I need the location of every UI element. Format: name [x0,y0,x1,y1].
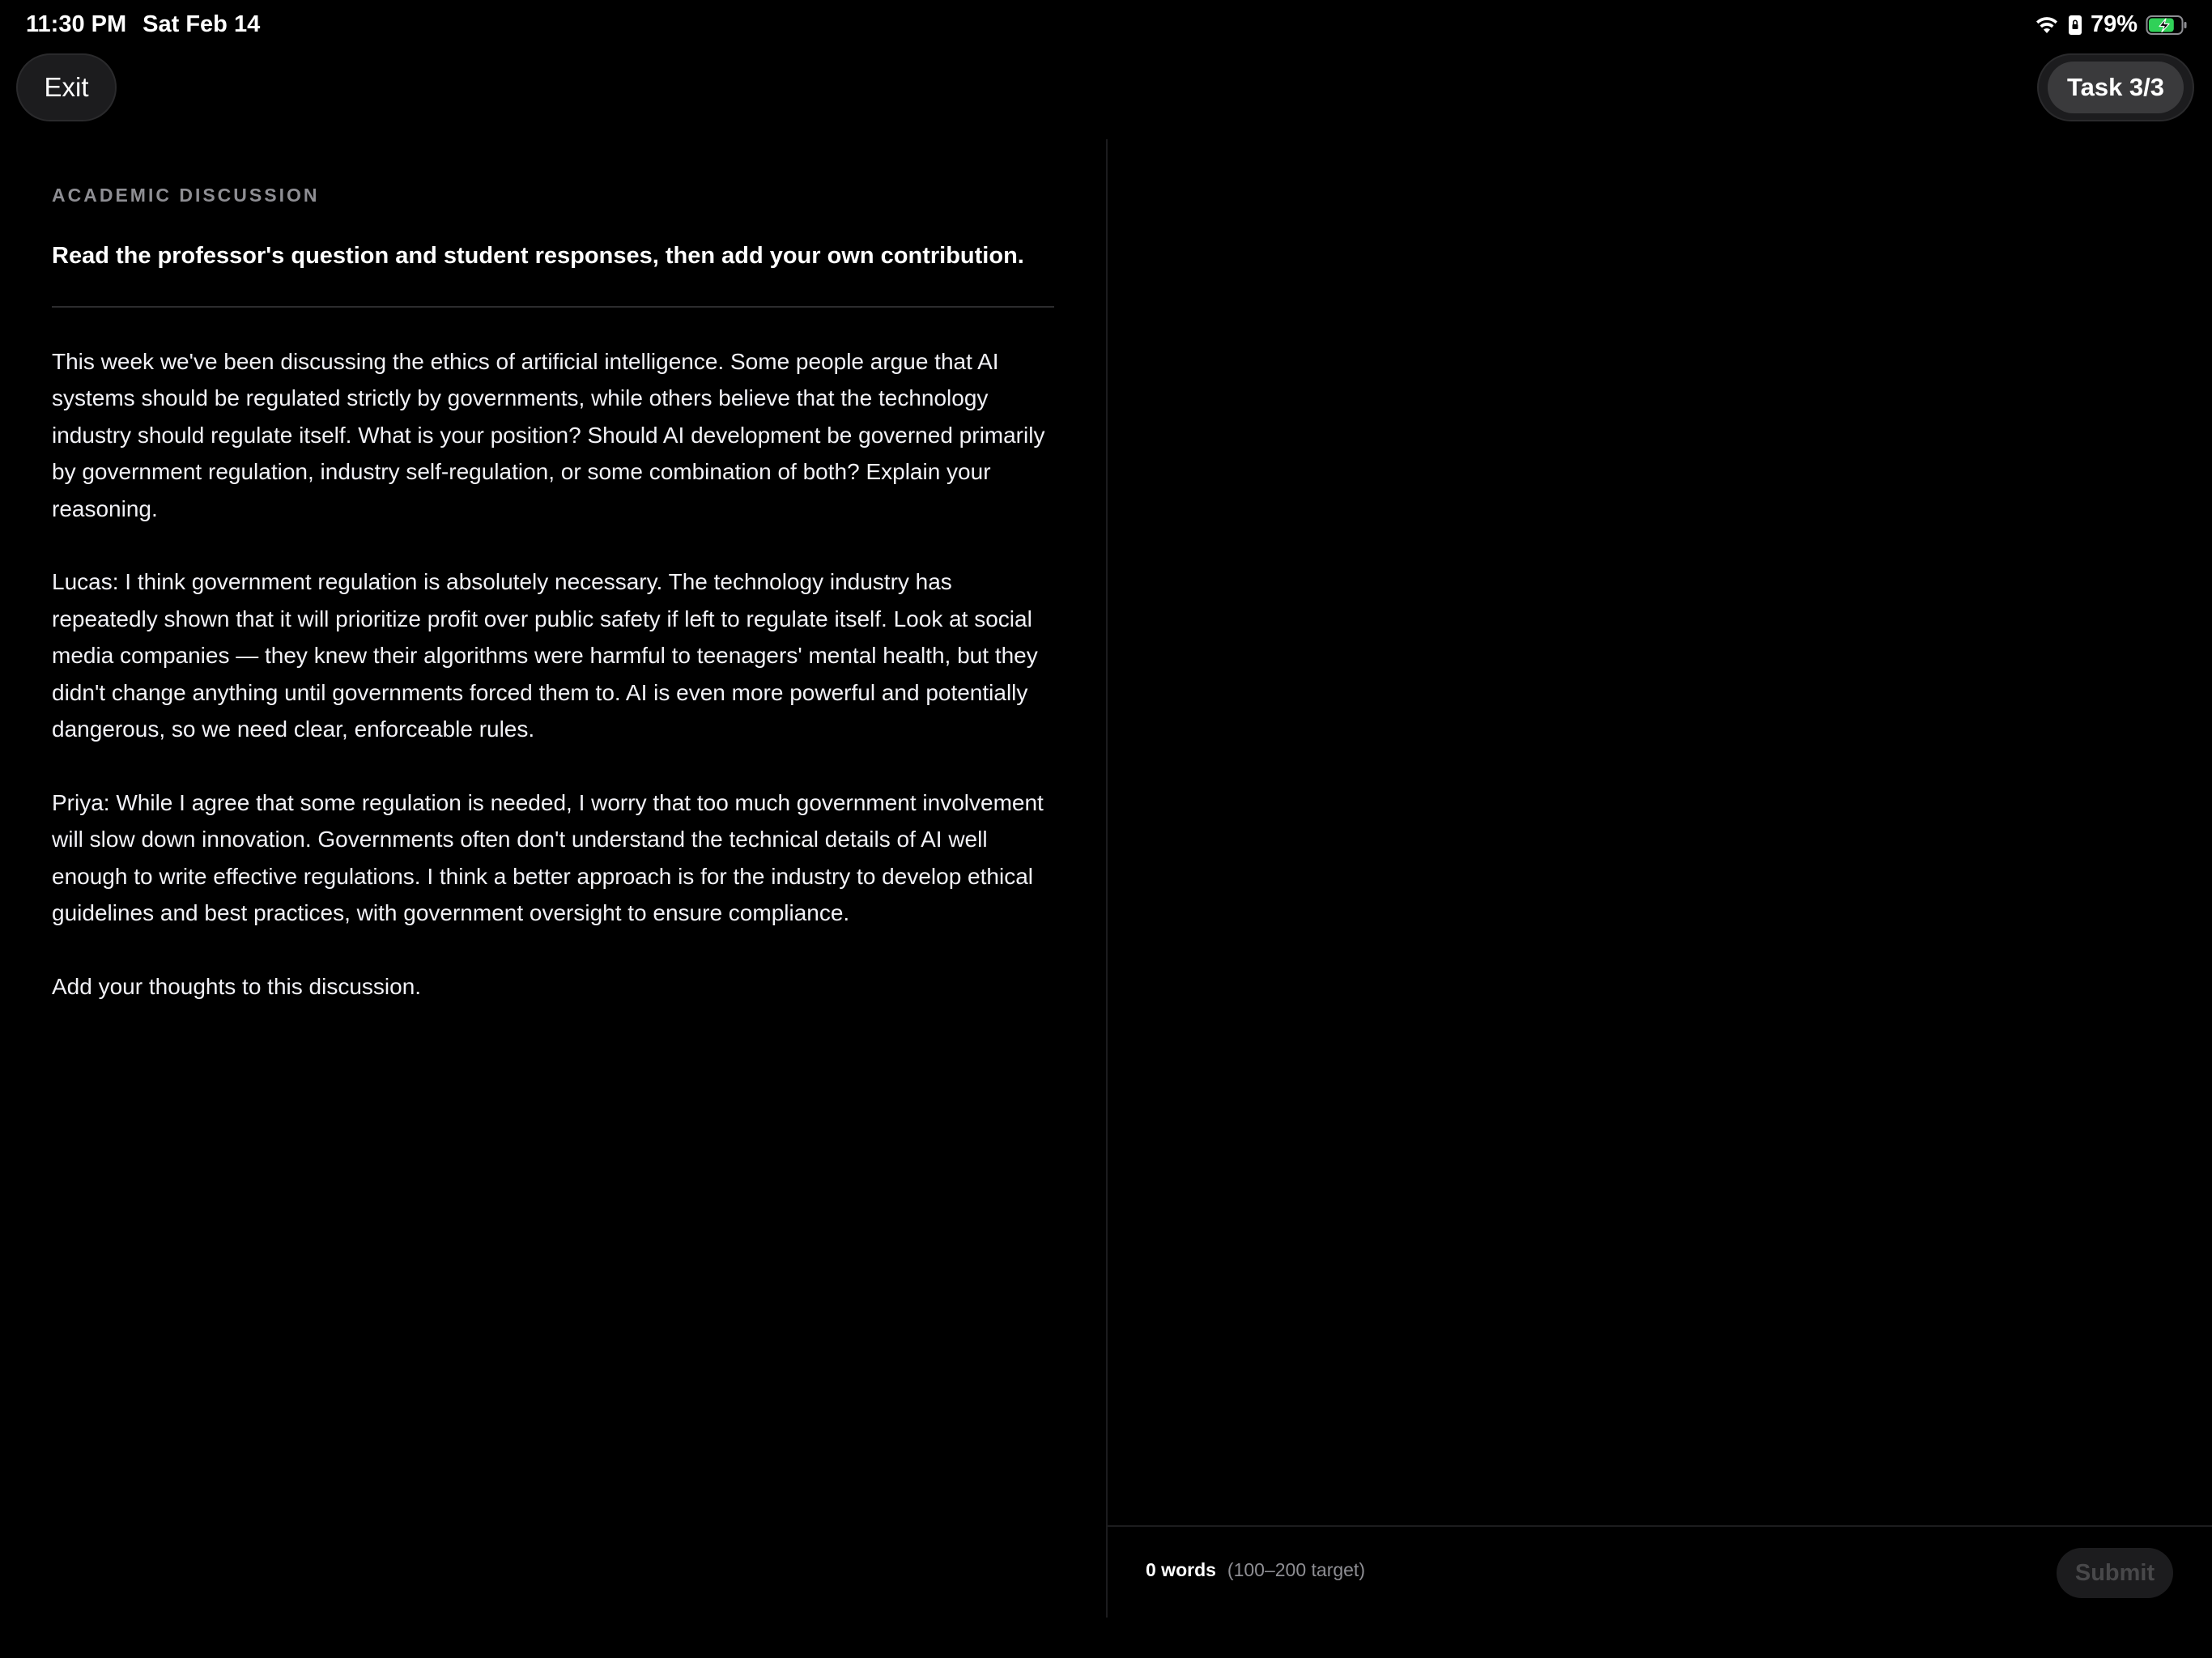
battery-charging-icon [2146,15,2188,36]
professor-question: This week we've been discussing the ethics of artificial intelligence. Some people argue that AI systems should be regulated strictly by governments, while others believe that the technology industry should regulate itself. What is your position? Should AI development be governed primarily by government regulation, industry self-regulation, or some combination of both? Explain your reasoning. [52,348,1045,521]
section-label: ACADEMIC DISCUSSION [52,185,320,206]
editor-footer-divider [1108,1525,2212,1527]
exit-button[interactable]: Exit [16,53,117,121]
task-progress-label: Task 3/3 [2048,62,2184,113]
student-response-lucas: Lucas: I think government regulation is absolutely necessary. The technology industry has repeatedly shown that it will prioritize profit over public safety if left to regulate itself. Look at social media companies — they knew their algorithms were harmful to teenagers' mental health, but they didn't change anything until governments forced them to. AI is even more powerful and potentially dangerous, so we need clear, enforceable rules. [52,569,1038,742]
submit-button[interactable]: Submit [2057,1548,2173,1598]
status-time-date [26,11,260,38]
word-count [1146,1559,1365,1581]
word-count-value: 0 words [1146,1559,1216,1580]
portrait-lock-icon [2068,15,2082,36]
word-count-target: (100–200 target) [1227,1559,1365,1580]
discussion-pane [52,185,1056,1041]
status-date: Sat Feb 14 [143,11,261,37]
discussion-body [52,343,1056,1005]
student-response-priya: Priya: While I agree that some regulation is needed, I worry that too much government involvement will slow down innovation. Governments often don't understand the technical details of AI well enough to write effective regulations. I think a better approach is for the industry to develop ethical guidelines and best practices, with government oversight to ensure compliance. [52,789,1044,926]
status-bar [0,0,2212,52]
task-progress-pill [2037,53,2194,121]
section-divider [52,306,1054,308]
status-time: 11:30 PM [26,11,127,37]
task-instruction: Read the professor's question and student responses, then add your own contribution. [52,243,1024,269]
battery-percent: 79% [2090,11,2138,37]
wifi-icon [2034,15,2060,35]
status-indicators [2034,11,2188,38]
closing-prompt: Add your thoughts to this discussion. [52,973,422,999]
response-editor[interactable] [1108,139,2212,1525]
